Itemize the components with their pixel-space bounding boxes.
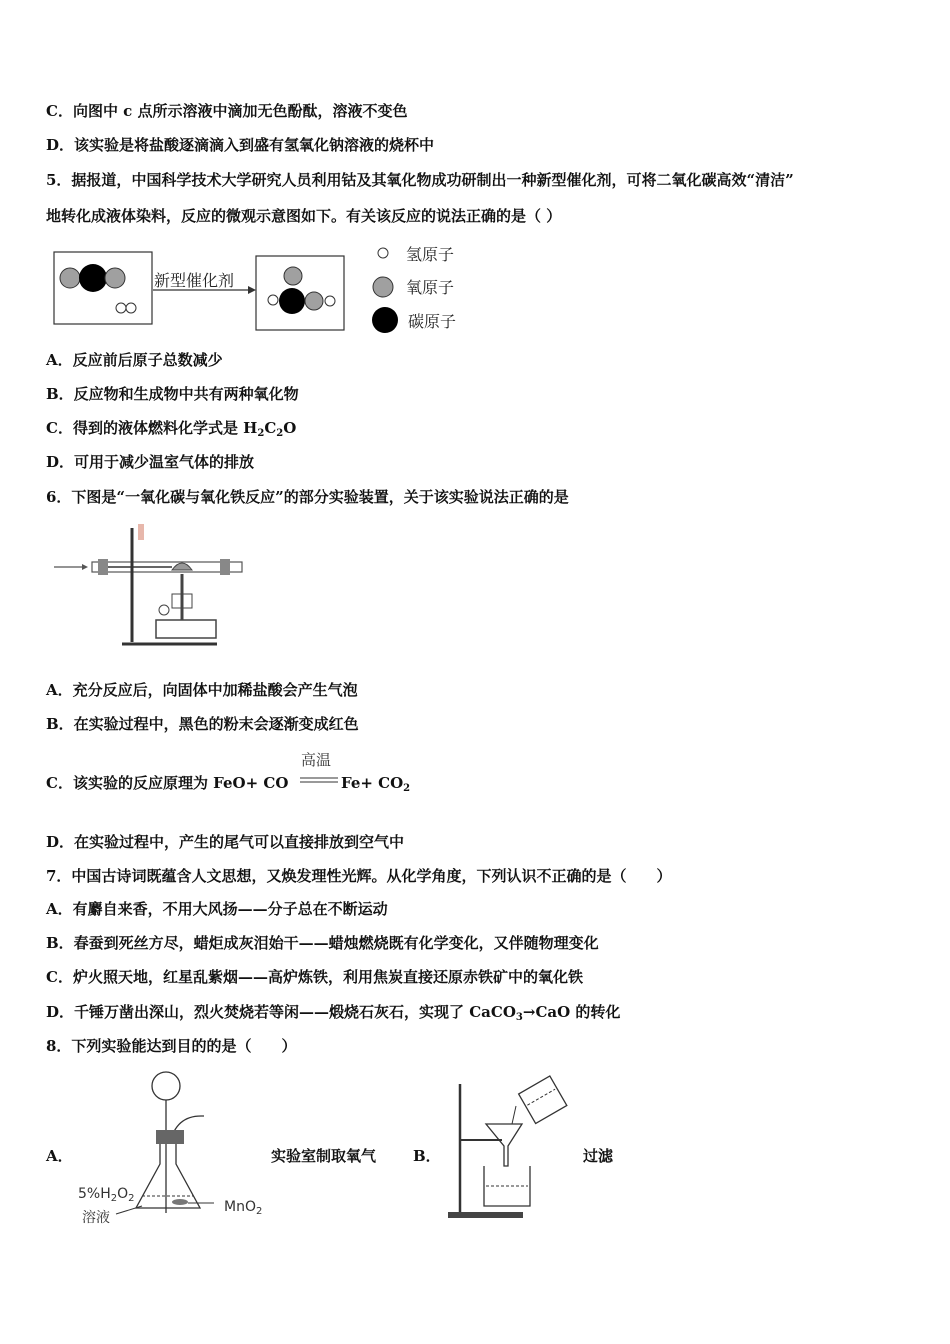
formula-h: H: [243, 419, 258, 437]
q6-option-c: [46, 773, 288, 793]
q5-option-c-text: C．得到的液体燃料化学式是: [46, 419, 244, 437]
q6-apparatus-figure: [52, 520, 252, 654]
q7-option-d-text: D．千锤万凿出深山，烈火焚烧若等闲——煅烧石灰石，实现了 CaCO: [46, 1003, 516, 1021]
q6-condition-label: 高温: [301, 751, 332, 769]
catalyst-label: 新型催化剂: [154, 271, 235, 290]
q8-catalyst-label: [224, 1199, 262, 1217]
q8-option-b-text: 过滤: [583, 1147, 614, 1165]
solution-formula-o-sub: 2: [128, 1193, 135, 1204]
q5-reaction-diagram: [50, 240, 480, 344]
formula-c: C: [264, 419, 277, 437]
q7-option-c: C．炉火照天地，红星乱紫烟——高炉炼铁，利用焦炭直接还原赤铁矿中的氧化铁: [46, 968, 583, 986]
solution-formula-o: O: [117, 1186, 129, 1202]
q6-option-b: B．在实验过程中，黑色的粉末会逐渐变成红色: [46, 715, 359, 733]
q6-option-d: D．在实验过程中，产生的尾气可以直接排放到空气中: [46, 833, 405, 851]
q5-stem-line2: 地转化成液体染料，反应的微观示意图如下。有关该反应的说法正确的是（ ）: [46, 207, 562, 225]
q8-solution-label: [78, 1186, 135, 1204]
formula-o: O: [283, 419, 297, 437]
carbon-atom-icon: [372, 307, 398, 333]
q6-option-a: A．充分反应后，向固体中加稀盐酸会产生气泡: [46, 681, 358, 699]
q5-stem-line1: 5．据报道，中国科学技术大学研究人员利用钴及其氧化物成功研制出一种新型催化剂，可将二氧化碳高效“清洁”: [46, 171, 794, 189]
q8-solution-word: 溶液: [82, 1210, 110, 1226]
q4-option-d: D．该实验是将盐酸逐滴滴入到盛有氢氧化钠溶液的烧杯中: [46, 136, 435, 154]
q4-option-c: C．向图中 c 点所示溶液中滴加无色酚酞，溶液不变色: [46, 102, 408, 120]
q8-filtration-figure: [440, 1074, 570, 1228]
q7-option-b: B．春蚕到死丝方尽，蜡炬成灰泪始干——蜡烛燃烧既有化学变化，又伴随物理变化: [46, 934, 599, 952]
q7-option-d-suffix: →CaO 的转化: [522, 1003, 621, 1021]
hydrogen-atom-icon: [378, 248, 388, 258]
q8-option-a-text: 实验室制取氧气: [271, 1147, 377, 1165]
catalyst-formula: MnO: [224, 1199, 256, 1215]
legend-hydrogen: 氢原子: [406, 245, 455, 264]
legend-carbon: 碳原子: [408, 312, 457, 331]
solution-formula-h: 5%H: [78, 1186, 111, 1202]
q7-option-d-sub: 3: [515, 1012, 523, 1023]
q5-option-c: [46, 418, 296, 444]
q5-option-b: B．反应物和生成物中共有两种氧化物: [46, 385, 299, 403]
q5-option-a: A．反应前后原子总数减少: [46, 351, 223, 369]
q7-option-d: [46, 1002, 620, 1028]
catalyst-formula-sub: 2: [255, 1206, 263, 1217]
q6-option-c-products: [341, 773, 410, 799]
q6-equal-sign: [300, 770, 340, 789]
legend-oxygen: 氧原子: [406, 278, 455, 297]
formula-h-sub: 2: [257, 428, 265, 439]
q7-stem: 7．中国古诗词既蕴含人文思想，又焕发理性光辉。从化学角度，下列认识不正确的是（ ）: [46, 867, 672, 885]
q7-option-a: A．有麝自来香，不用大风扬——分子总在不断运动: [46, 900, 388, 918]
oxygen-atom-icon: [373, 277, 393, 297]
q6-product-sub: 2: [403, 783, 411, 794]
q5-option-d: D．可用于减少温室气体的排放: [46, 453, 255, 471]
q8-option-b-letter: B．: [413, 1147, 441, 1165]
q6-product-text: Fe+ CO: [341, 774, 404, 792]
q6-option-c-reactants: C．该实验的反应原理为 FeO+ CO: [46, 774, 289, 792]
q8-option-a-letter: A．: [46, 1147, 73, 1165]
formula-c-sub: 2: [276, 428, 284, 439]
solution-formula-h-sub: 2: [110, 1193, 118, 1204]
q6-stem: 6．下图是“一氧化碳与氧化铁反应”的部分实验装置，关于该实验说法正确的是: [46, 488, 569, 506]
q8-stem: 8．下列实验能达到目的的是（ ）: [46, 1037, 297, 1055]
